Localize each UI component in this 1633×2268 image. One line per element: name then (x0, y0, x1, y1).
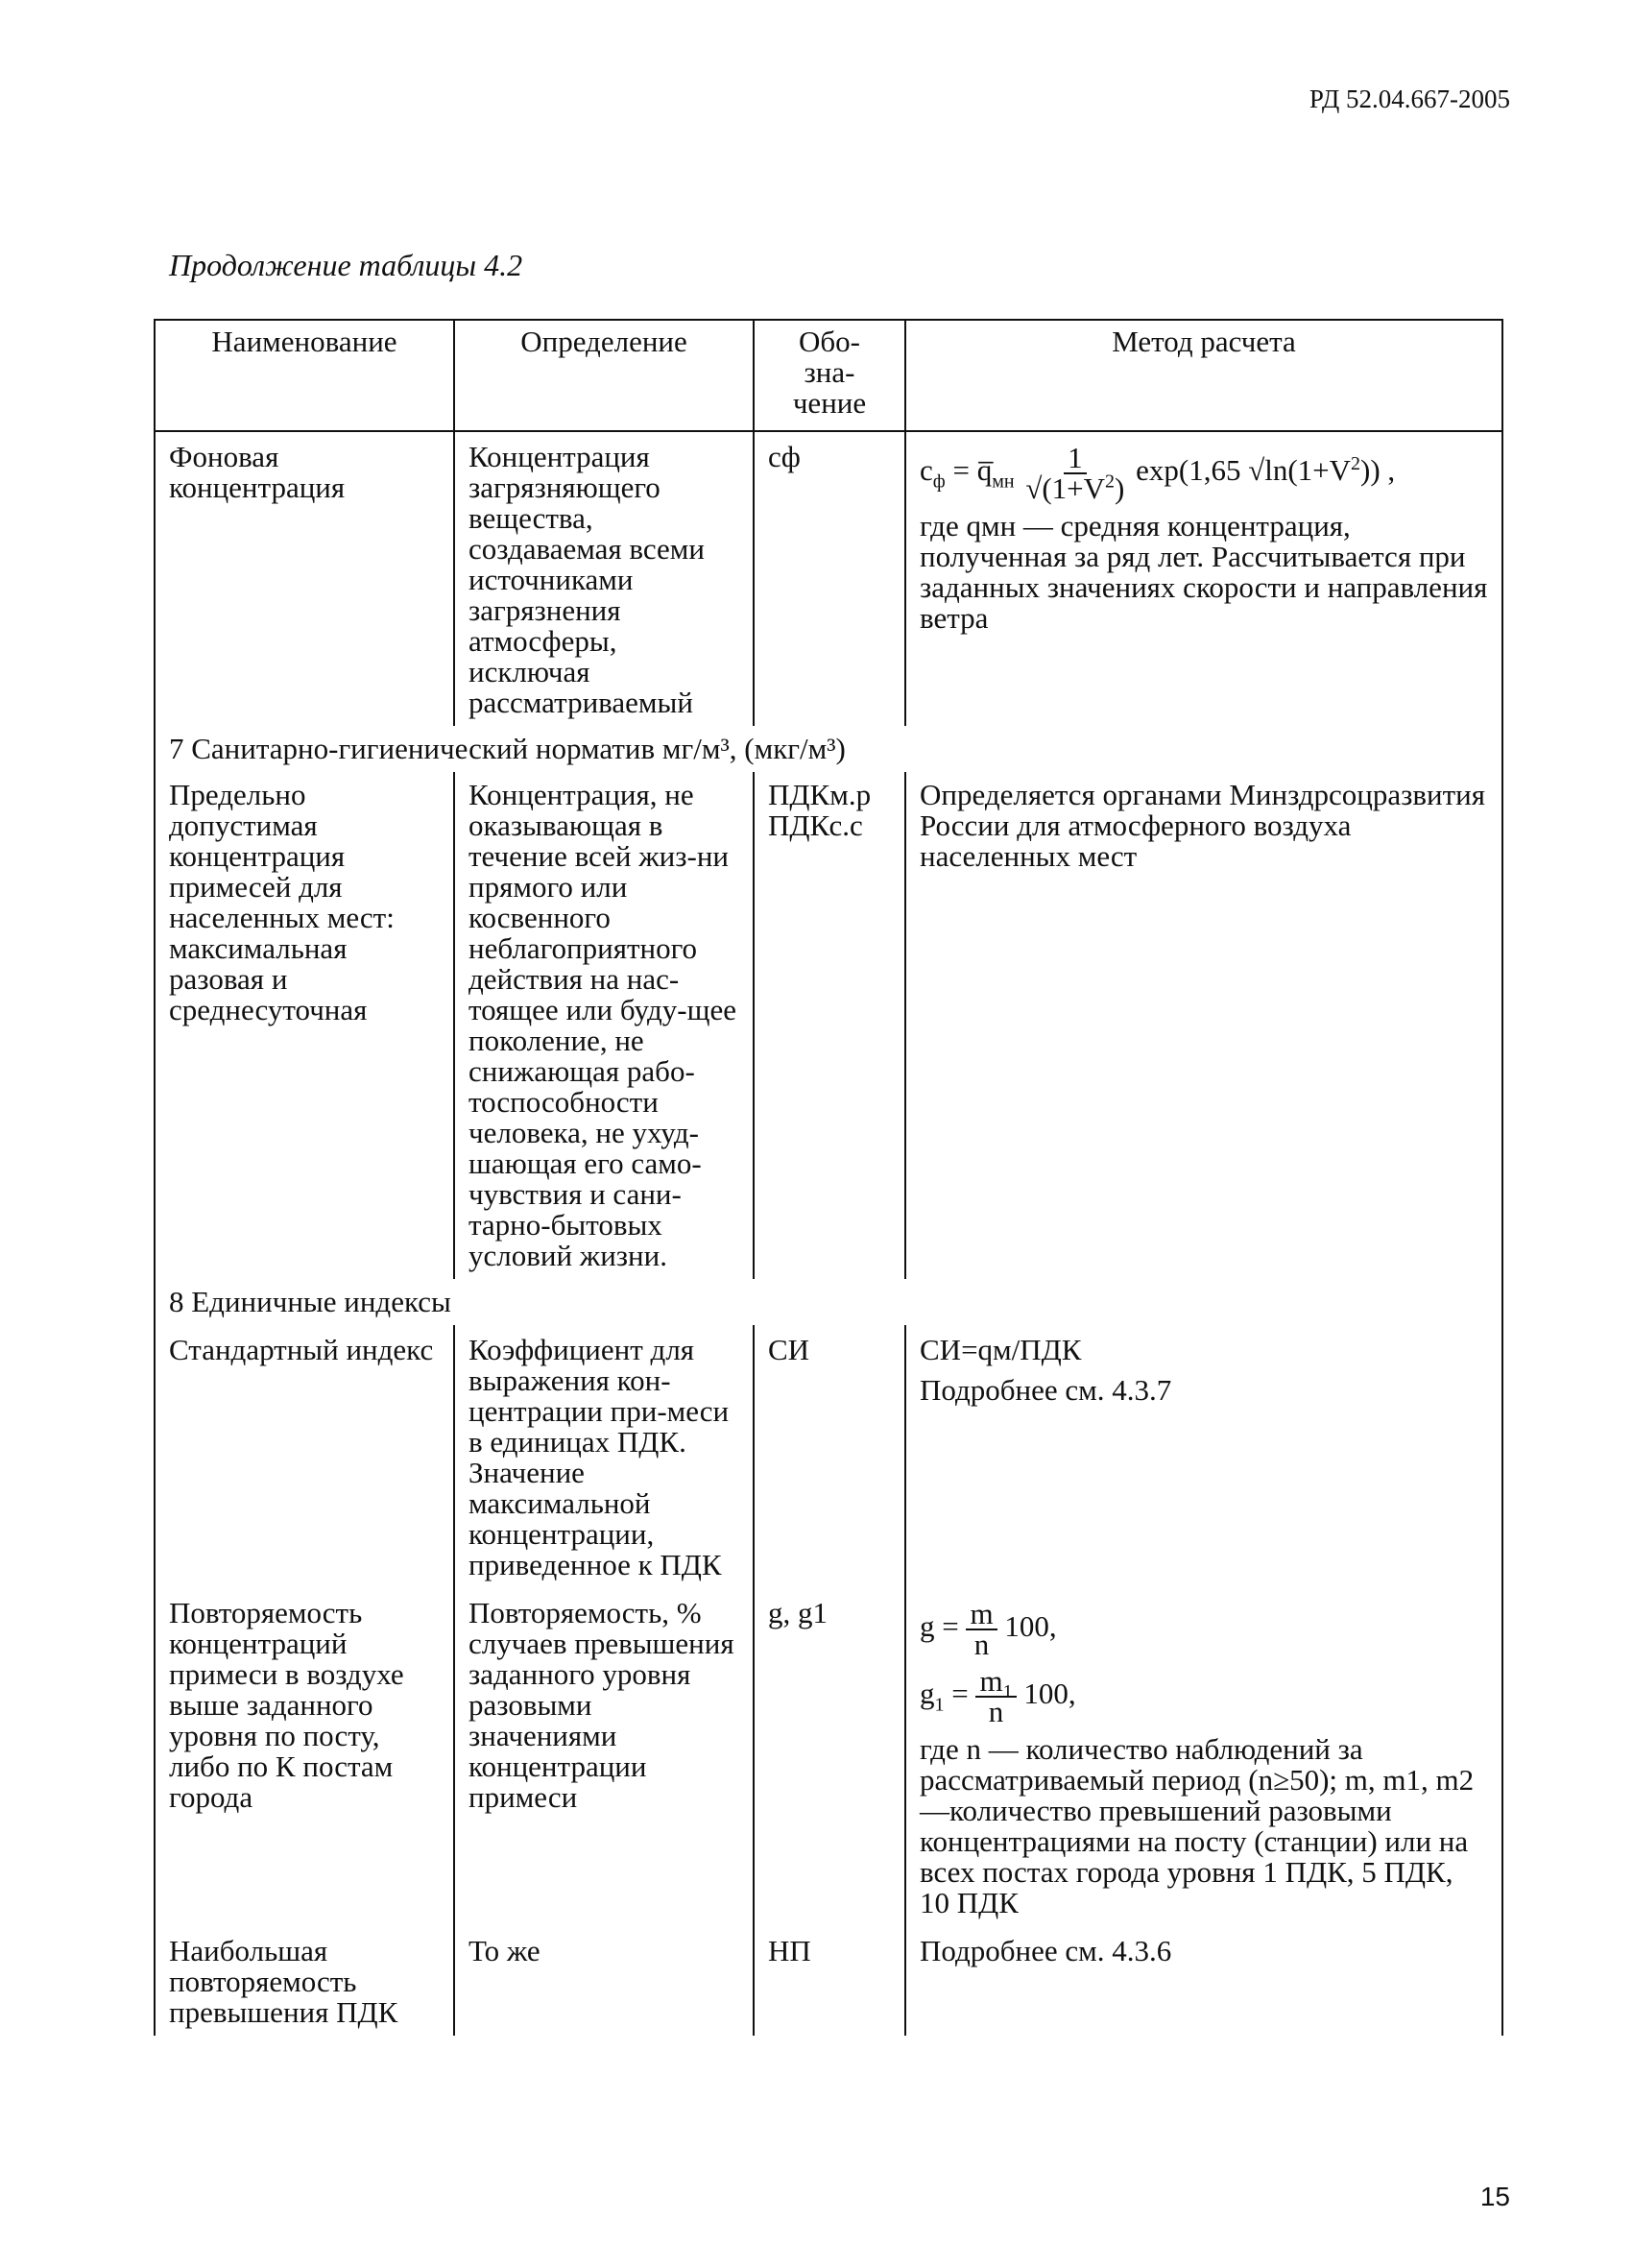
cell-definition: Концентрация, не оказывающая в течение всей жиз-ни прямого или косвенного неблагоприятного действия на нас-тоящее или буду-щее поколение, не снижающая рабо-тоспособности человека, не ухуд-шающая его само-чувствия и сани-тарно-бытовых условий жизни. (454, 772, 754, 1279)
document-code: РД 52.04.667-2005 (1309, 84, 1510, 113)
table-row-g (155, 1588, 1502, 1926)
section-7-title: 7 Санитарно-гигиенический норматив мг/м³, (мкг/м³) (155, 726, 1502, 772)
si-formula: СИ=qм/ПДК (920, 1333, 1082, 1366)
cell-symbol: СИ (754, 1325, 905, 1588)
cell-definition: Повторяемость, % случаев превышения заданного уровня разовыми значениями концентрации примеси (454, 1588, 754, 1926)
header-definition: Определение (454, 320, 754, 431)
section-row-7 (155, 726, 1502, 772)
cell-name: Наибольшая повторяемость превышения ПДК (155, 1926, 454, 2036)
cell-definition: То же (454, 1926, 754, 2036)
header-symbol: Обо- зна- чение (754, 320, 905, 431)
symbol-pdk-mr: ПДКм.р (768, 778, 872, 811)
cell-name: Стандартный индекс (155, 1325, 454, 1588)
g-formula: g = $\frac{m}{n}$ 100, (920, 1597, 1057, 1661)
cell-method (905, 1588, 1502, 1926)
cell-name: Предельно допустимая концентрация примесей для населенных мест: максимальная разовая и среднесуточная (155, 772, 454, 1279)
table-row-pdk (155, 772, 1502, 1279)
g1-formula: $g_1$ = $\frac{m_1}{n}$ 100, (920, 1664, 1076, 1728)
section-8-title: 8 Единичные индексы (155, 1279, 1502, 1325)
cell-definition: Коэффициент для выражения кон-центрации при-меси в единицах ПДК. Значение максимальной концентрации, приведенное к ПДК (454, 1325, 754, 1588)
cell-name: Повторяемость концентраций примеси в воздухе выше заданного уровня по посту, либо по К постам города (155, 1588, 454, 1926)
background-formula: $c_ф$ = $q̅_{мн}$ $\frac{1}{√(1+V^2)}$ exp(1,65 $√\ln(1+V^2)$) , (920, 441, 1396, 505)
page-number: 15 (1479, 2182, 1510, 2211)
cell-method (905, 1325, 1502, 1588)
formula-fraction: $\frac{1}{√(1+V^2)}$ (1025, 441, 1125, 505)
cell-name: Фоновая концентрация (155, 431, 454, 726)
table-continuation-title: Продолжение таблицы 4.2 (169, 248, 523, 282)
si-reference: Подробнее см. 4.3.7 (920, 1373, 1172, 1407)
table-row-background (155, 431, 1502, 726)
cell-symbol: НП (754, 1926, 905, 2036)
cell-definition: Концентрация загрязняющего вещества, создаваемая всеми источниками загрязнения атмосферы, исключая рассматриваемый (454, 431, 754, 726)
g-method-text: где n — количество наблюдений за рассматриваемый период (n≥50); m, m1, m2 —количество превышений разовыми концентрациями на посту (станции) или на всех постах города уровня 1 ПДК, 5 ПДК, 10 ПДК (920, 1732, 1475, 1919)
cell-method (905, 431, 1502, 726)
background-method-text: где qмн — средняя концентрация, полученная за ряд лет. Рассчитывается при заданных значениях скорости и направления ветра (920, 509, 1488, 635)
table-header-row (155, 320, 1502, 431)
cell-symbol (754, 772, 905, 1279)
header-name: Наименование (155, 320, 454, 431)
cell-method: Определяется органами Минздрсоцразвития России для атмосферного воздуха населенных мест (905, 772, 1502, 1279)
definitions-table (154, 319, 1503, 2036)
cell-symbol: g, g1 (754, 1588, 905, 1926)
section-row-8 (155, 1279, 1502, 1325)
symbol-pdk-ss: ПДКс.с (768, 808, 863, 842)
table-row-si (155, 1325, 1502, 1588)
cell-method: Подробнее см. 4.3.6 (905, 1926, 1502, 2036)
header-method: Метод расчета (905, 320, 1502, 431)
cell-symbol: cф (754, 431, 905, 726)
table-row-np (155, 1926, 1502, 2036)
